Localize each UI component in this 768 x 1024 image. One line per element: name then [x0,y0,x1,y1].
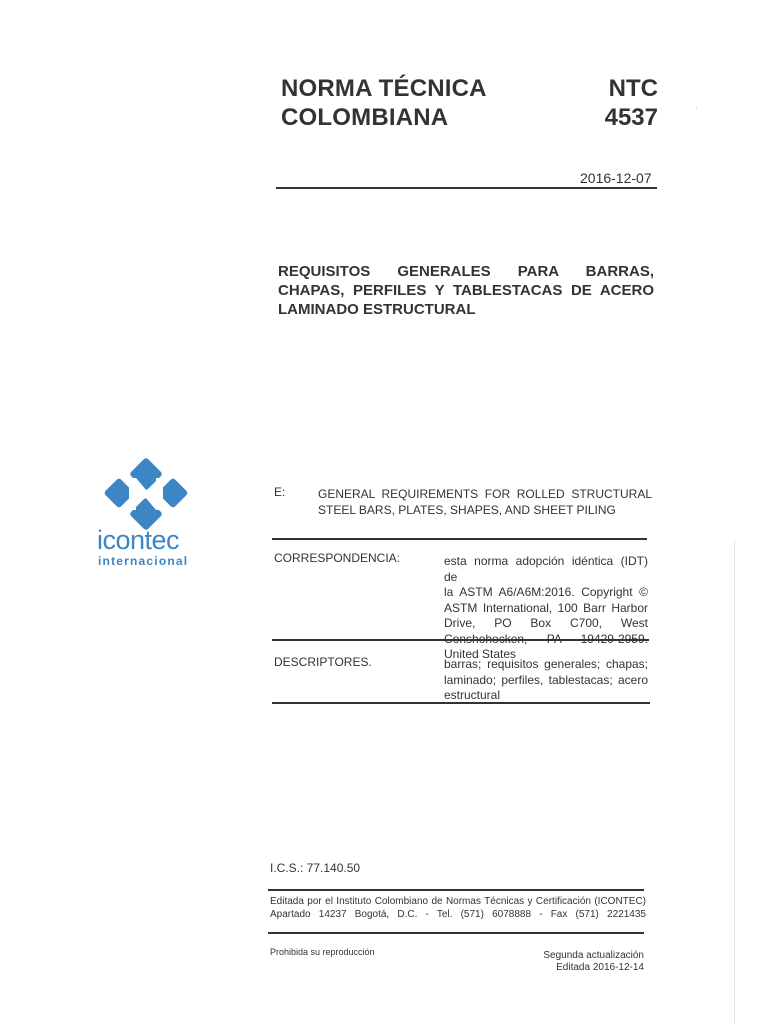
publisher-line2: Apartado 14237 Bogotá, D.C. - Tel. (571) 6078888 - Fax (571) 2221435 [270,909,646,920]
correspondencia-line4: Drive, PO Box C700, West [444,616,648,630]
publisher-line1: Editada por el Instituto Colombiano de Normas Técnicas y Certificación (ICONTEC) [270,896,646,907]
standard-code [600,74,658,132]
update-line1: Segunda actualización [543,950,644,961]
correspondencia-line3: ASTM International, 100 Barr Harbor [444,600,648,615]
descriptores-line2: laminado; perfiles, tablestacas; acero [444,672,648,687]
reproduction-notice: Prohibida su reproducción [270,947,375,957]
footer-top-divider [268,889,644,891]
logo-subtitle: internacional [98,554,189,568]
descriptores-value [444,657,648,704]
standard-code-number: 4537 [604,104,658,131]
ics-code: I.C.S.: 77.140.50 [270,861,361,875]
correspondencia-line5: Conshohocken, PA 19429-2959. [444,631,648,646]
publication-date: 2016-12-07 [580,170,652,186]
standard-title-line1: NORMA TÉCNICA [281,75,487,102]
english-title-label: E: [274,485,286,499]
update-line2: Editada 2016-12-14 [556,962,644,973]
correspondencia-label: CORRESPONDENCIA: [274,551,401,565]
correspondencia-line2: la ASTM A6/A6M:2016. Copyright © [444,585,648,599]
publisher-info [270,895,646,921]
standard-title [281,74,487,132]
header-divider [276,187,657,189]
english-title-divider [272,538,647,540]
descriptores-label: DESCRIPTORES. [274,655,372,669]
document-title-line1: REQUISITOS GENERALES PARA BARRAS, [278,263,654,280]
logo-wordmark: icontec [97,525,180,555]
document-title-line3: LAMINADO ESTRUCTURAL [278,301,476,318]
descriptores-line1: barras; requisitos generales; chapas; [444,657,648,671]
descriptores-divider [272,702,650,704]
update-info [520,950,644,974]
english-title-line1: GENERAL REQUIREMENTS FOR ROLLED STRUCTURAL [318,487,652,501]
correspondencia-line6: United States [444,647,517,661]
document-title-line2: CHAPAS, PERFILES Y TABLESTACAS DE ACERO [278,282,654,299]
correspondencia-line1: esta norma adopción idéntica (IDT) de [444,554,648,584]
correspondencia-divider [272,639,649,641]
standard-title-line2: COLOMBIANA [281,104,449,131]
document-title [278,262,654,319]
footer-bottom-divider [268,932,644,934]
scan-artifact [696,108,697,109]
correspondencia-value [444,554,648,663]
english-title [318,486,652,518]
scan-edge-line [734,540,735,1024]
standard-code-prefix: NTC [608,75,658,102]
descriptores-line3: estructural [444,688,501,702]
english-title-line2: STEEL BARS, PLATES, SHAPES, AND SHEET PILING [318,503,616,517]
